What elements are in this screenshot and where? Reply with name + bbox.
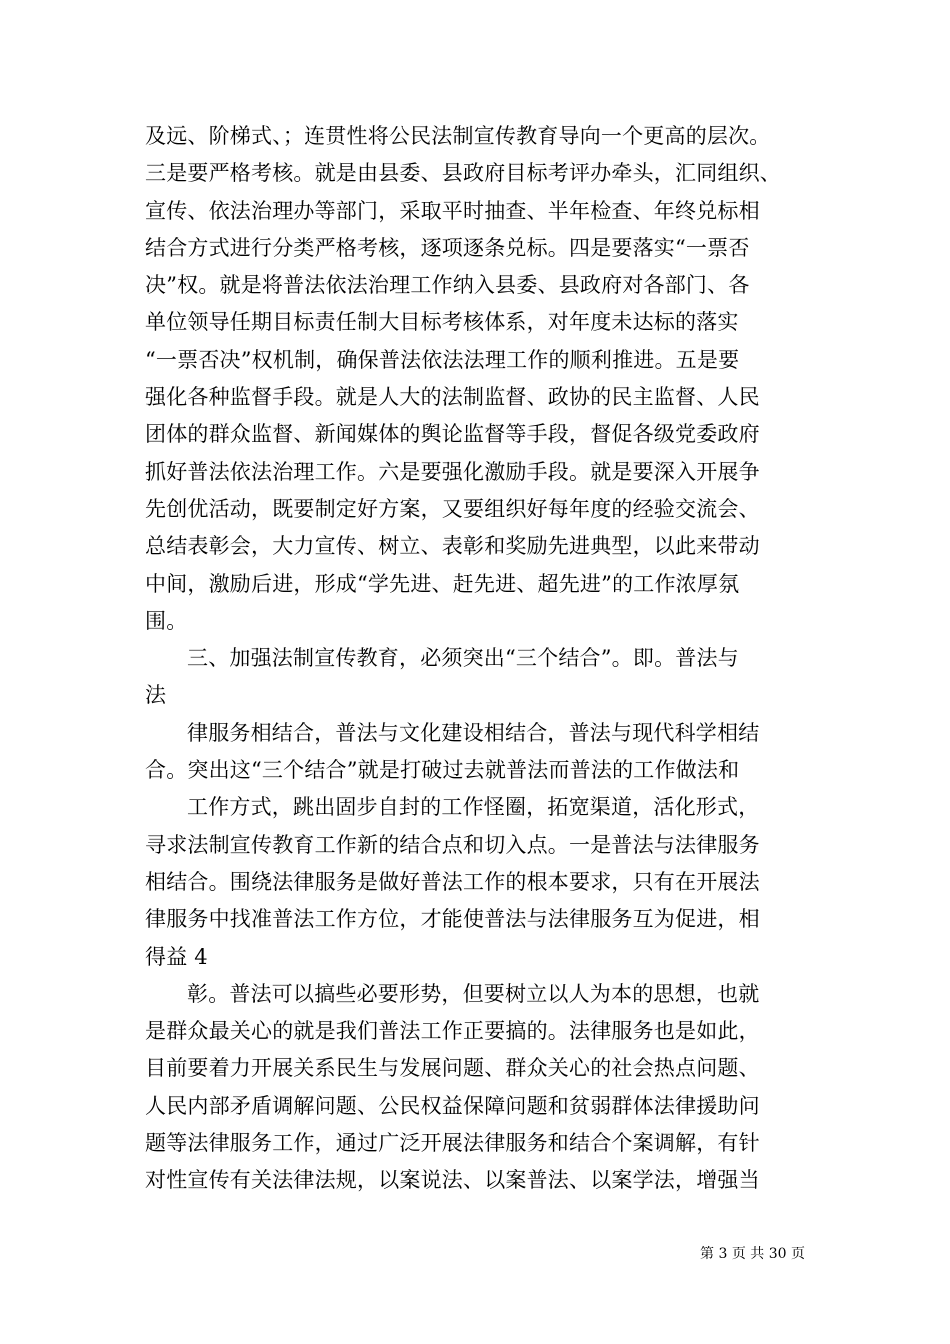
text-line: 决”权。就是将普法依法治理工作纳入县委、县政府对各部门、各 (145, 273, 750, 298)
text-line: 人民内部矛盾调解问题、公民权益保障问题和贫弱群体法律援助问 (145, 1093, 760, 1118)
text-line: 法 (145, 683, 167, 708)
text-line: 合。突出这“三个结合”就是打破过去就普法而普法的工作做法和 (145, 758, 740, 783)
text-line: 相结合。围绕法律服务是做好普法工作的根本要求，只有在开展法 (145, 869, 760, 894)
text-line: 先创优活动，既要制定好方案，又要组织好每年度的经验交流会、 (145, 496, 760, 521)
text-line: 题等法律服务工作，通过广泛开展法律服务和结合个案调解，有针 (145, 1131, 760, 1156)
text-line: 单位领导任期目标责任制大目标考核体系，对年度未达标的落实 (145, 310, 739, 335)
body-text (145, 118, 820, 1200)
text-line: 彰。普法可以搞些必要形势，但要树立以人为本的思想，也就 (187, 981, 760, 1006)
text-line: 是群众最关心的就是我们普法工作正要搞的。法律服务也是如此， (145, 1019, 760, 1044)
text-line: 中间，激励后进，形成“学先进、赶先进、超先进”的工作浓厚氛 (145, 571, 740, 596)
text-line: 工作方式，跳出固步自封的工作怪圈，拓宽渠道，活化形式， (187, 795, 760, 820)
text-line: “一票否决”权机制，确保普法依法法理工作的顺利推进。五是要 (145, 347, 740, 372)
text-line: 团体的群众监督、新闻媒体的舆论监督等手段，督促各级党委政府 (145, 422, 760, 447)
text-line: 律服务中找准普法工作方位，才能使普法与法律服务互为促进，相 (145, 907, 760, 932)
text-line: 总结表彰会，大力宣传、树立、表彰和奖励先进典型，以此来带动 (145, 534, 760, 559)
text-line: 围。 (145, 608, 188, 633)
page-number-footer: 第 3 页 共 30 页 (700, 1246, 805, 1262)
text-line: 目前要着力开展关系民生与发展问题、群众关心的社会热点问题、 (145, 1056, 760, 1081)
text-line: 三、加强法制宣传教育，必须突出“三个结合”。即。普法与 (187, 646, 739, 671)
text-line: 得益 4 (145, 944, 208, 969)
text-line: 结合方式进行分类严格考核，逐项逐条兑标。四是要落实“一票否 (145, 235, 750, 260)
text-line: 强化各种监督手段。就是人大的法制监督、政协的民主监督、人民 (145, 385, 760, 410)
text-line: 宣传、依法治理办等部门，采取平时抽查、半年检查、年终兑标相 (145, 198, 760, 223)
text-line: 三是要严格考核。就是由县委、县政府目标考评办牵头，汇同组织、 (145, 161, 781, 186)
text-line: 律服务相结合，普法与文化建设相结合，普法与现代科学相结 (187, 720, 760, 745)
text-line: 对性宣传有关法律法规，以案说法、以案普法、以案学法，增强当 (145, 1168, 760, 1193)
text-line: 及远、阶梯式、；连贯性将公民法制宣传教育导向一个更高的层次。 (145, 124, 771, 148)
text-line: 寻求法制宣传教育工作新的结合点和切入点。一是普法与法律服务 (145, 832, 760, 857)
text-line: 抓好普法依法治理工作。六是要强化激励手段。就是要深入开展争 (145, 459, 760, 484)
